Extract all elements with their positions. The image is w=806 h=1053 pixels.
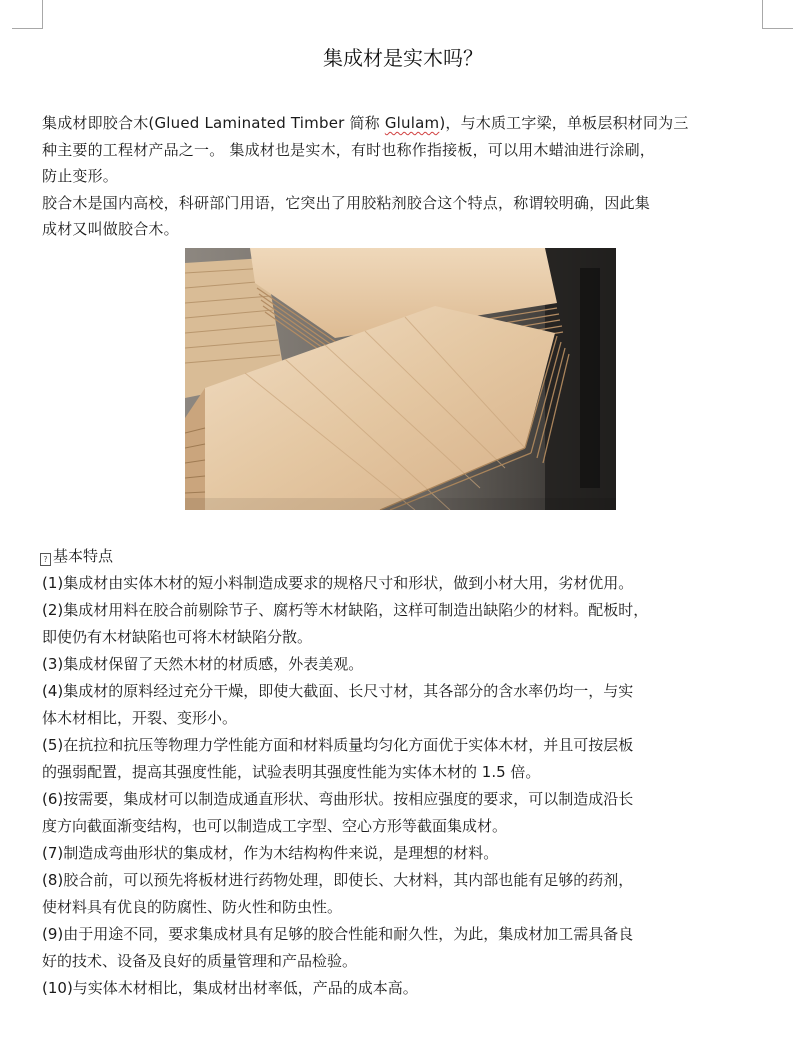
section-heading-text: 基本特点 bbox=[53, 547, 114, 565]
intro-line-2: 种主要的工程材产品之一。 集成材也是实木，有时也称作指接板，可以用木蜡油进行涂刷， bbox=[42, 140, 655, 159]
page-corner-mark-left bbox=[12, 0, 43, 29]
feature-line: (6)按需要，集成材可以制造成通直形状、弯曲形状。按相应强度的要求，可以制造成沿长 bbox=[42, 790, 634, 808]
feature-line: 即使仍有木材缺陷也可将木材缺陷分散。 bbox=[42, 628, 313, 646]
feature-line: 的强弱配置，提高其强度性能，试验表明其强度性能为实体木材的 1.5 倍。 bbox=[42, 763, 541, 781]
features-list bbox=[42, 570, 772, 1002]
intro-line-5: 成材又叫做胶合木。 bbox=[42, 220, 179, 238]
feature-line: 体木材相比，开裂、变形小。 bbox=[42, 709, 238, 727]
intro-line-1-tail: )，与木质工字梁，单板层积材同为三 bbox=[439, 114, 689, 132]
feature-line: (1)集成材由实体木材的短小料制造成要求的规格尺寸和形状，做到小材大用，劣材优用。 bbox=[42, 574, 634, 592]
feature-line: (3)集成材保留了天然木材的材质感，外表美观。 bbox=[42, 655, 364, 673]
intro-line-3: 防止变形。 bbox=[42, 167, 119, 185]
glulam-boards-illustration bbox=[185, 248, 616, 510]
feature-line: (10)与实体木材相比，集成材出材率低，产品的成本高。 bbox=[42, 979, 418, 997]
intro-paragraph bbox=[42, 110, 772, 243]
feature-line: 好的技术、设备及良好的质量管理和产品检验。 bbox=[42, 952, 358, 970]
document-title: 集成材是实木吗？ bbox=[323, 46, 483, 70]
glulam-boards-photo[interactable] bbox=[185, 248, 616, 510]
feature-line: (7)制造成弯曲形状的集成材，作为木结构构件来说，是理想的材料。 bbox=[42, 844, 499, 862]
section-heading bbox=[40, 544, 113, 568]
feature-line: (9)由于用途不同，要求集成材具有足够的胶合性能和耐久性，为此，集成材加工需具备良 bbox=[42, 925, 634, 943]
feature-line: (8)胶合前，可以预先将板材进行药物处理，即使长、大材料，其内部也能有足够的药剂， bbox=[42, 871, 634, 889]
page-corner-mark-right bbox=[762, 0, 793, 29]
spellcheck-flagged-word[interactable]: Glulam bbox=[384, 114, 440, 132]
intro-line-4: 胶合木是国内高校，科研部门用语，它突出了用胶粘剂胶合这个特点，称谓较明确，因此集 bbox=[42, 193, 651, 212]
feature-line: 度方向截面渐变结构，也可以制造成工字型、空心方形等截面集成材。 bbox=[42, 817, 508, 835]
intro-line-1 bbox=[42, 110, 772, 137]
intro-line-1-text: 集成材即胶合木(Glued Laminated Timber 简称 bbox=[42, 114, 385, 132]
feature-line: (5)在抗拉和抗压等物理力学性能方面和材料质量均匀化方面优于实体木材，并且可按层板 bbox=[42, 736, 634, 754]
list-bullet-icon: ? bbox=[40, 553, 51, 566]
feature-line: 使材料具有优良的防腐性、防火性和防虫性。 bbox=[42, 898, 343, 916]
feature-line: (4)集成材的原料经过充分干燥，即使大截面、长尺寸材，其各部分的含水率仍均一，与实 bbox=[42, 682, 634, 700]
feature-line: (2)集成材用料在胶合前剔除节子、腐朽等木材缺陷，这样可制造出缺陷少的材料。配板时， bbox=[42, 601, 649, 619]
